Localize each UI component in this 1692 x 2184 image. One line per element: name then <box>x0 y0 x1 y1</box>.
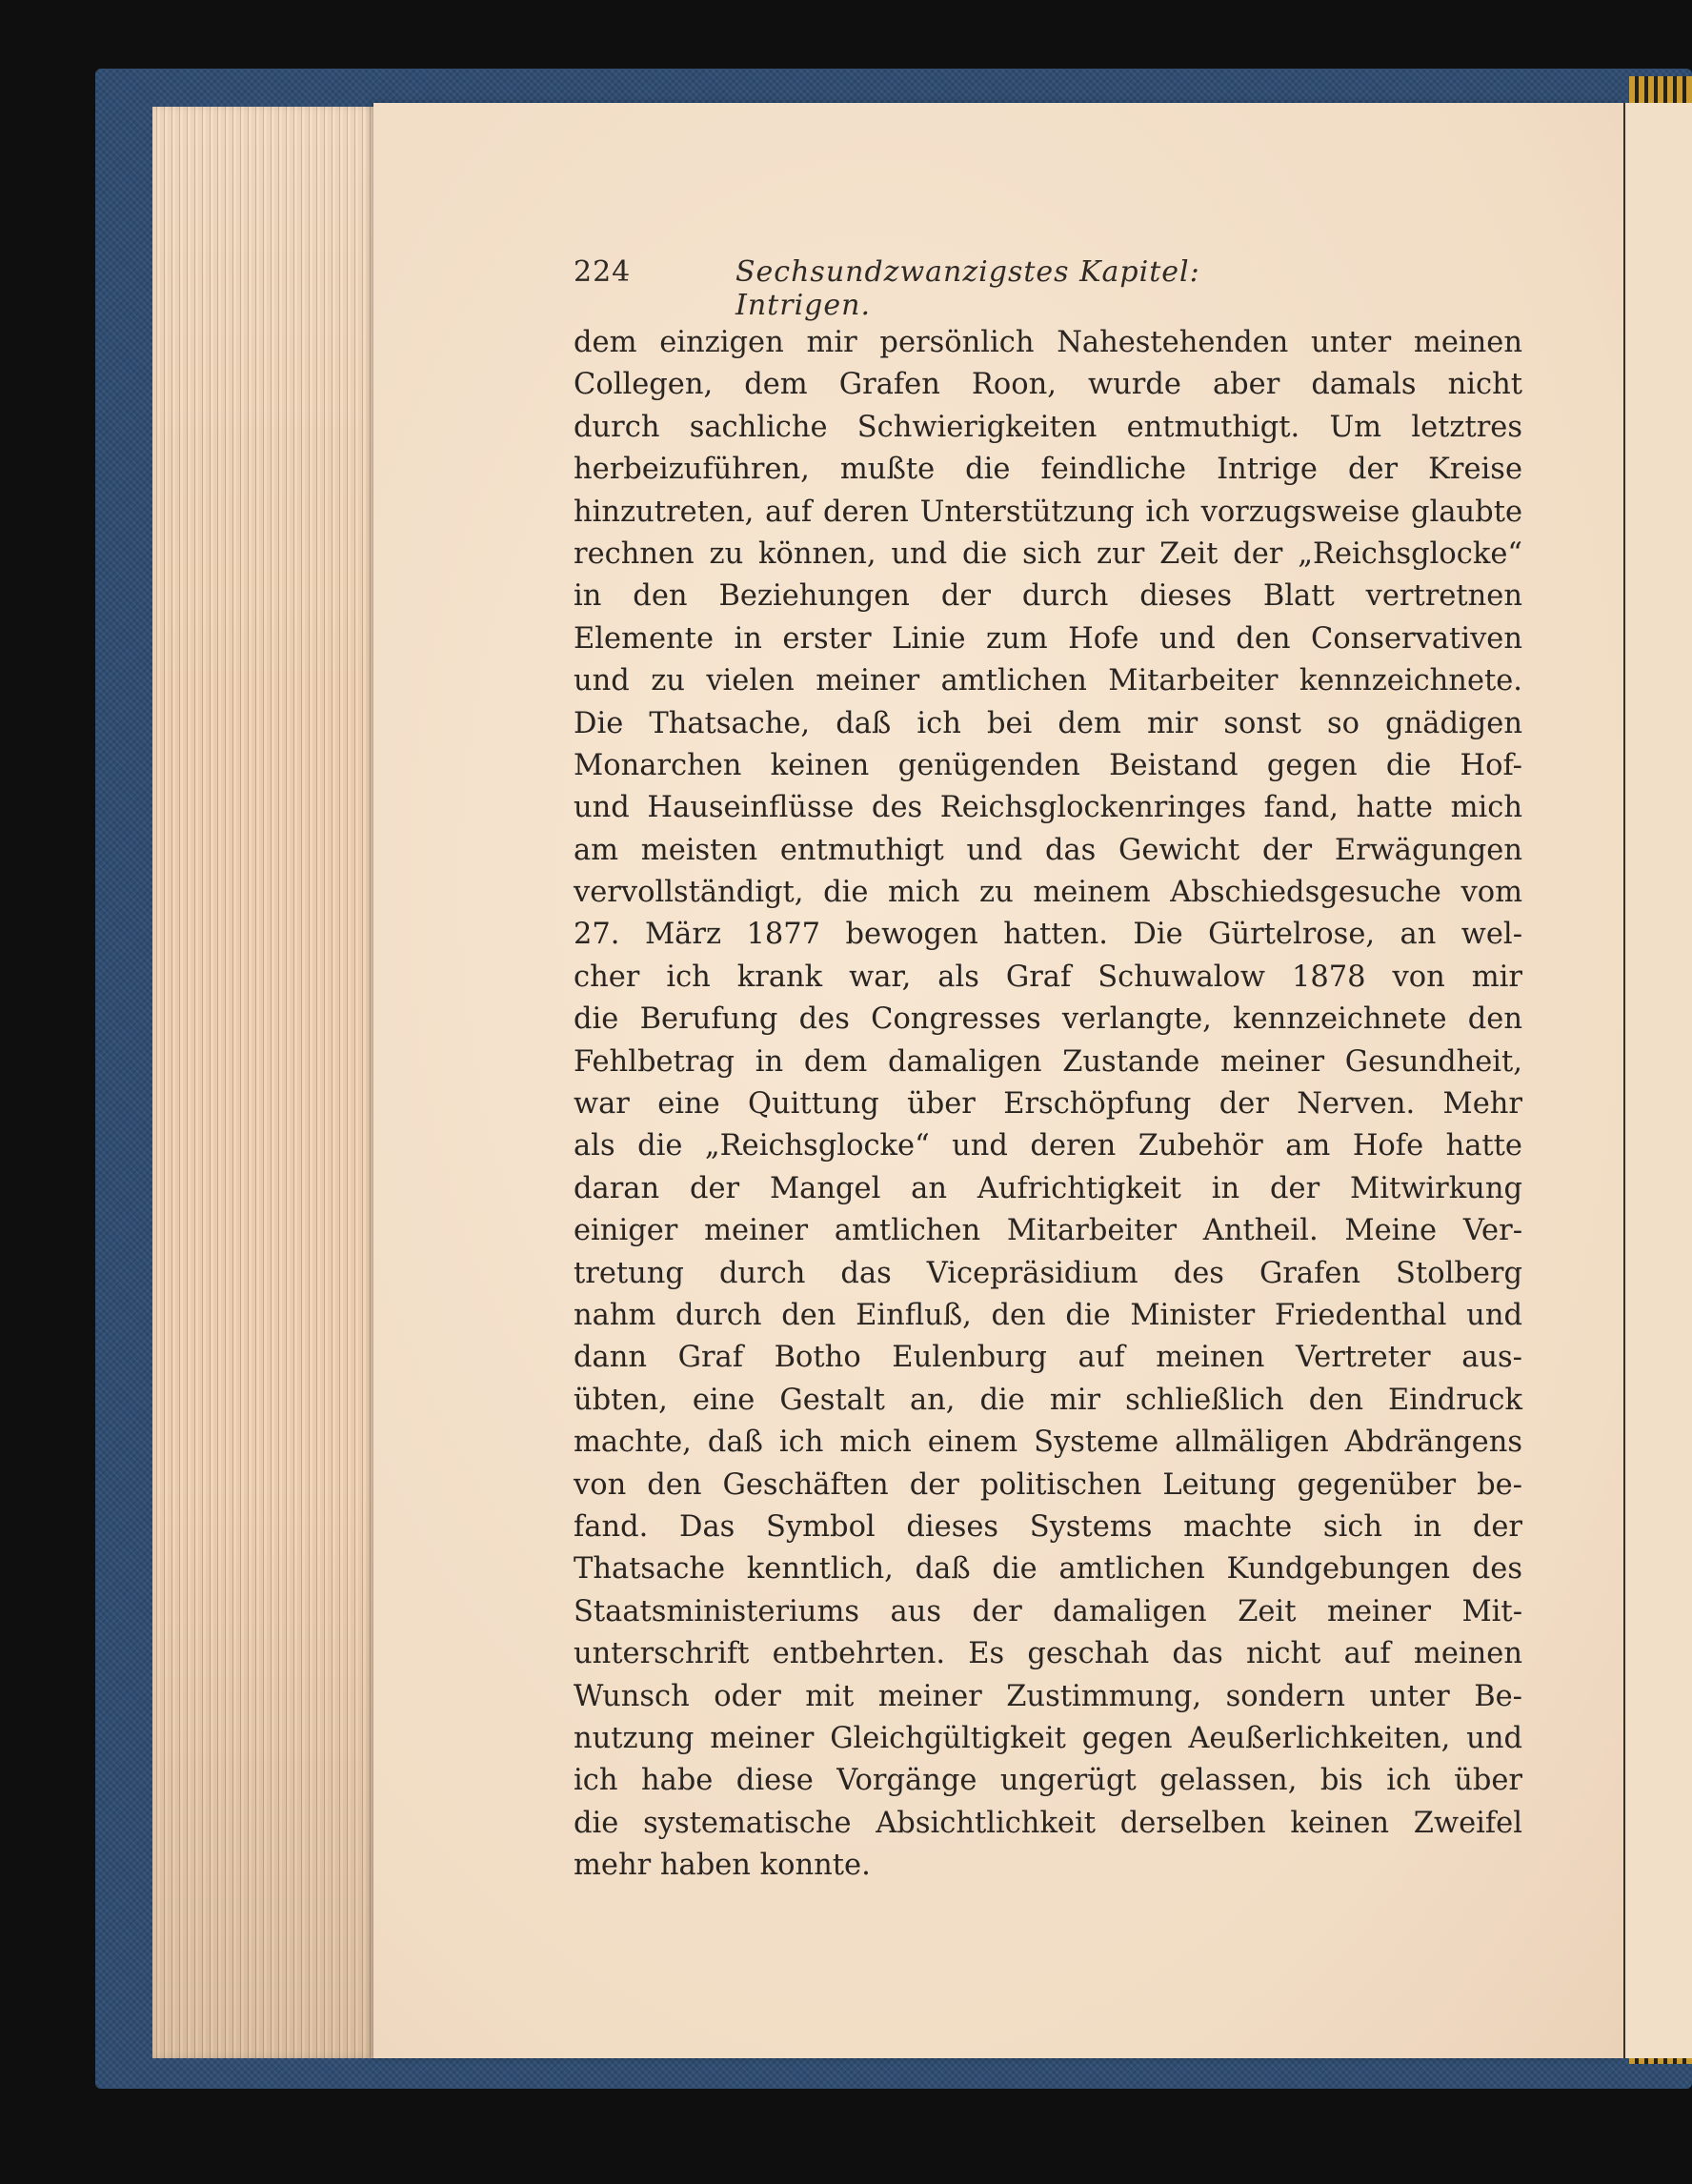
text-line: herbeizuführen, mußte die feindliche Intrige der Kreise <box>574 453 1522 487</box>
text-line: war eine Quittung über Erschöpfung der Nerven. Mehr <box>574 1087 1522 1122</box>
text-line: fand. Das Symbol dieses Systems machte sich in der <box>574 1509 1522 1544</box>
text-line: nutzung meiner Gleichgültigkeit gegen Aeußerlichkeiten, und <box>574 1721 1522 1755</box>
text-line: am meisten entmuthigt und das Gewicht der Erwägungen <box>574 833 1522 867</box>
chapter-title: Sechsundzwanzigstes Kapitel: Intrigen. <box>735 255 1200 322</box>
text-line: in den Beziehungen der durch dieses Blatt vertretnen <box>574 579 1522 614</box>
text-line: unterschrift entbehrten. Es geschah das nicht auf meinen <box>574 1637 1522 1671</box>
text-line: 27. März 1877 bewogen hatten. Die Gürtelrose, an wel- <box>574 918 1522 952</box>
text-line: einiger meiner amtlichen Mitarbeiter Antheil. Meine Ver- <box>574 1214 1522 1248</box>
text-line: die Berufung des Congresses verlangte, kennzeichnete den <box>574 1002 1522 1037</box>
stacked-page-edges <box>152 107 393 2058</box>
body-text <box>574 322 1522 1887</box>
text-line: nahm durch den Einfluß, den die Minister Friedenthal und <box>574 1298 1522 1332</box>
text-line: daran der Mangel an Aufrichtigkeit in der Mitwirkung <box>574 1171 1522 1205</box>
text-line: mehr haben konnte. <box>574 1849 871 1883</box>
text-line: Fehlbetrag in dem damaligen Zustande meiner Gesundheit, <box>574 1044 1522 1079</box>
text-line: Elemente in erster Linie zum Hofe und den Conservativen <box>574 621 1522 656</box>
text-line: Die Thatsache, daß ich bei dem mir sonst so gnädigen <box>574 706 1522 740</box>
page-number: 224 <box>574 255 632 289</box>
text-line: cher ich krank war, als Graf Schuwalow 1878 von mir <box>574 960 1522 994</box>
text-line: als die „Reichsglocke“ und deren Zubehör am Hofe hatte <box>574 1129 1522 1163</box>
text-line: Thatsache kenntlich, daß die amtlichen Kundgebungen des <box>574 1552 1522 1587</box>
text-line: machte, daß ich mich einem Systeme allmäligen Abdrängens <box>574 1426 1522 1460</box>
text-line: Staatsministeriums aus der damaligen Zeit meiner Mit- <box>574 1594 1522 1628</box>
text-line: vervollständigt, die mich zu meinem Abschiedsgesuche vom <box>574 876 1522 910</box>
text-line: und zu vielen meiner amtlichen Mitarbeiter kennzeichnete. <box>574 664 1522 698</box>
text-line: rechnen zu können, und die sich zur Zeit der „Reichsglocke“ <box>574 536 1522 571</box>
text-line: Monarchen keinen genügenden Beistand gegen die Hof- <box>574 748 1522 782</box>
text-line: dem einzigen mir persönlich Nahestehenden unter meinen <box>574 326 1522 359</box>
facing-page-edge <box>1623 103 1692 2058</box>
text-line: übten, eine Gestalt an, die mir schließlich den Eindruck <box>574 1383 1522 1417</box>
running-head <box>574 255 1336 322</box>
text-line: tretung durch das Vicepräsidium des Grafen Stolberg <box>574 1256 1522 1290</box>
text-line: dann Graf Botho Eulenburg auf meinen Vertreter aus- <box>574 1341 1522 1375</box>
text-line: von den Geschäften der politischen Leitung gegenüber be- <box>574 1467 1522 1502</box>
text-line: Wunsch oder mit meiner Zustimmung, sondern unter Be- <box>574 1679 1522 1713</box>
text-line: die systematische Absichtlichkeit derselben keinen Zweifel <box>574 1806 1522 1840</box>
text-line: durch sachliche Schwierigkeiten entmuthigt. Um letztres <box>574 410 1522 444</box>
facing-page-top-edge <box>1629 76 1692 105</box>
text-line: ich habe diese Vorgänge ungerügt gelassen, bis ich über <box>574 1764 1522 1798</box>
text-line: Collegen, dem Grafen Roon, wurde aber damals nicht <box>574 368 1522 402</box>
text-line: und Hauseinflüsse des Reichsglockenringes fand, hatte mich <box>574 791 1522 825</box>
text-line: hinzutreten, auf deren Unterstützung ich vorzugsweise glaubte <box>574 495 1522 529</box>
